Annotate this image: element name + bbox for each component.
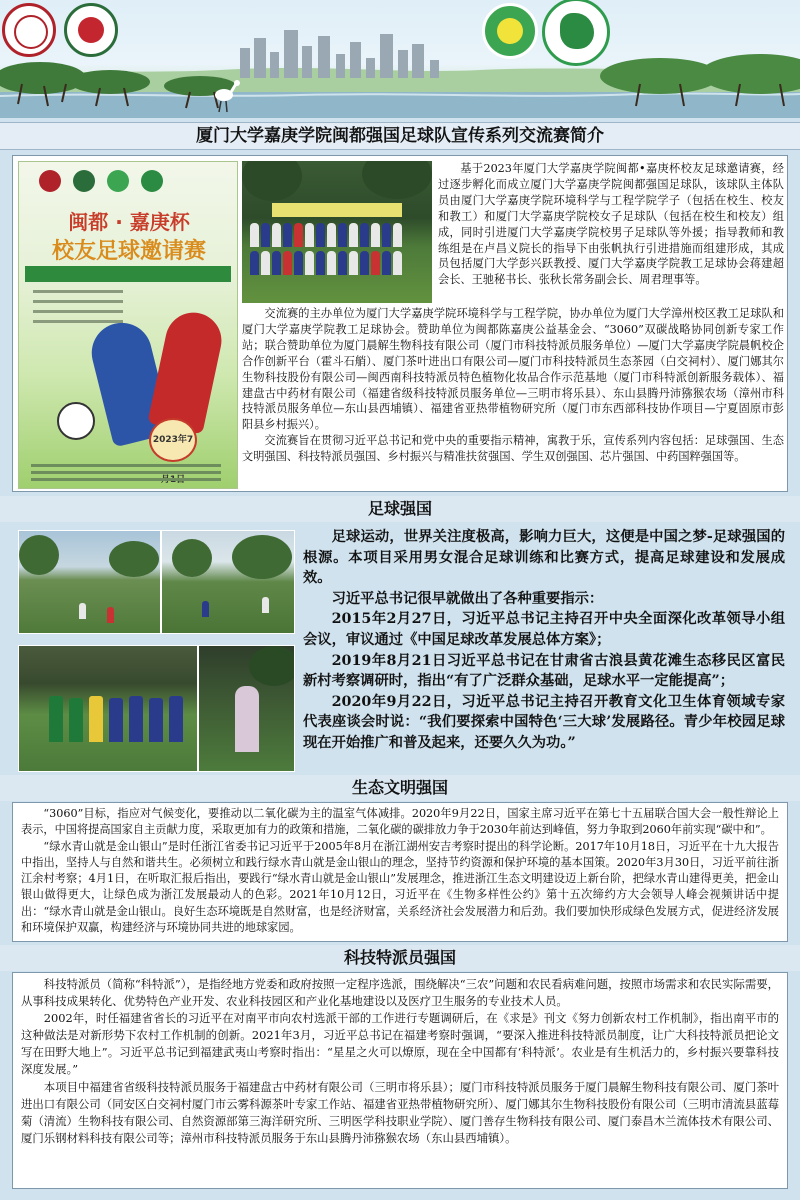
eco-paragraph-1: “3060”目标，指应对气候变化，要推动以二氧化碳为主的温室气体减排。2020年9月22日，国家主席习近平在第七十五届联合国大会一般性辩论上表示，中国将提高国家自主贡献力度，采取更加有力的政策和措施，二氧化碳的碳排放力争于2030年前达到峰值，努力争取到2060年前实现“碳中和”。 bbox=[21, 807, 779, 837]
intro-paragraph-1: 基于2023年厦门大学嘉庚学院闽都•嘉庚杯校友足球邀请赛，经过逐步孵化而成立厦门大学嘉庚学院闽都强国足球队，该球队主体队员由厦门大学嘉庚学院环境科学与工程学院学子（包括在校生、校友和教工）和厦门大学嘉庚学院校女子足球队（包括在校生和校友）组成，同时引进厦门大学嘉庚学院校男子足球队等外援；指导教师和教练组是在卢昌义院长的指导下由张帆执行引进措施而组建形成，其成员包括厦门大学彭兴跃教授、厦门大学嘉庚学院教工足球协会蒋建超会长、王驰秘书长、张秋长常务副会长、周君理事等。 bbox=[438, 162, 784, 287]
soccer-panel bbox=[12, 524, 788, 772]
soccer-photo-3 bbox=[18, 645, 198, 772]
poster-title-line2: 校友足球邀请赛 bbox=[51, 239, 206, 264]
soccer-photo-1 bbox=[18, 530, 161, 634]
tech-paragraph-1: 科技特派员（简称“科特派”），是指经地方党委和政府按照一定程序选派，围绕解决“三农”问题和农民看病难问题，按照市场需求和农民实际需要，从事科技成果转化、优势特色产业开发、农业科技园区和产业化基地建设以及医疗卫生服务的专业技术人员。 bbox=[21, 977, 780, 1009]
page-title: 厦门大学嘉庚学院闽都强国足球队宣传系列交流赛简介 bbox=[0, 122, 800, 150]
tech-text bbox=[21, 976, 779, 1147]
section-heading-eco: 生态文明强国 bbox=[0, 775, 800, 801]
soccer-paragraph-3: 2015年2月27日，习近平总书记主持召开中央全面深化改革领导小组会议，审议通过《中国足球改革发展总体方案》； bbox=[303, 611, 785, 648]
intro-panel bbox=[12, 155, 788, 492]
section-heading-tech: 科技特派员强国 bbox=[0, 945, 800, 971]
intro-body bbox=[242, 306, 784, 465]
soccer-text bbox=[303, 527, 785, 754]
header-banner bbox=[0, 0, 800, 118]
tournament-poster-image bbox=[18, 161, 238, 489]
tech-paragraph-2: 2002年，时任福建省省长的习近平在对南平市向农村选派干部的工作进行专题调研后，在《求是》刊文《努力创新农村工作机制》，指出南平市的这种做法是对新形势下农村工作机制的创新。2021年3月，习近平总书记在福建考察时强调，“要深入推进科技特派员制度，让广大科技特派员把论文写在田野大地上”。习近平总书记到福建武夷山考察时指出：“星星之火可以燎原，现在全中国都有‘科特派’。农业是有生机活力的，乡村振兴要靠科技深度发展。” bbox=[21, 1011, 779, 1077]
soccer-photo-4 bbox=[198, 645, 295, 772]
university-seal-icon bbox=[2, 3, 56, 57]
college-seal-icon bbox=[64, 3, 118, 57]
poster-logos bbox=[39, 170, 219, 194]
soccer-photo-2 bbox=[161, 530, 295, 634]
section-heading-soccer: 足球强国 bbox=[0, 496, 800, 522]
poster-footer-lines bbox=[31, 464, 221, 485]
soccer-paragraph-2: 习近平总书记很早就做出了各种重要指示： bbox=[331, 590, 604, 607]
intro-paragraph-3: 交流赛旨在贯彻习近平总书记和党中央的重要指示精神，寓教于乐，宣传系列内容包括：足球强国、生态文明强国、科技特派员强国、乡村振兴与精准扶贫强国、学生双创强国、芯片强国、中药国粹强国等。 bbox=[242, 434, 784, 464]
soccer-ball-icon bbox=[57, 402, 95, 440]
poster-strip bbox=[25, 266, 231, 282]
poster-date: 2023年7 bbox=[149, 418, 197, 462]
eco-paragraph-2: “绿水青山就是金山银山”是时任浙江省委书记习近平于2005年8月在浙江湖州安吉考察时提出的科学论断。2017年10月18日，习近平在十九大报告中指出，坚持人与自然和谐共生。必须树立和践行绿水青山就是金山银山的理念，坚持节约资源和保护环境的基本国策。2020年3月30日，习近平前往浙江余村考察；4月1日，在听取汇报后指出，要践行“绿水青山就是金山银山”发展理念，推进浙江生态文明建设迈上新台阶，把绿水青山建得更美，把金山银山做得更大，让绿色成为浙江发展最动人的色彩。2021年10月12日，习近平在《生物多样性公约》第十五次缔约方大会领导人峰会视频讲话中提出：“绿水青山就是金山银山。良好生态环境既是自然财富，也是经济财富，关系经济社会发展潜力和后劲。我们要加快形成绿色发展方式，促进经济发展和环境保护双赢，构建经济与环境协同共进的地球家园。 bbox=[21, 839, 779, 935]
intro-paragraph-2: 交流赛的主办单位为厦门大学嘉庚学院环境科学与工程学院，协办单位为厦门大学漳州校区教工足球队和厦门大学嘉庚学院教工足球协会。赞助单位为闽都陈嘉庚公益基金会、“3060”双碳战略协同创新专家工作站；联合赞助单位为厦门晨解生物科技有限公司（厦门市科技特派员服务单位）—厦门大学嘉庚学院晨帆校企合作创新平台（霍斗石艄）、厦门茶叶进出口有限公司—厦门市科技特派员生态茶园（白交祠村）、厦门娜其尔生物科技股份有限公司—闽西南科技特派员特色植物化妆品合作示范基地（厦门市科特派创新服务载体）、福建盘古中药材有限公司（福建省级科技特派员服务单位—三明市将乐县）、东山县腾丹沛猕猴农场（漳州市科技特派员服务单位—东山县西埔镇）、福建省亚热带植物研究所（厦门市东西部科技协作项目—宁夏固原市彭阳县乡村振兴）。 bbox=[242, 307, 784, 432]
landscape-illustration bbox=[0, 0, 800, 118]
eco-text bbox=[21, 806, 779, 936]
soccer-paragraph-4: 2019年8月21日习近平总书记在甘肃省古浪县黄花滩生态移民区富民新村考察调研时，指出“有了广泛群众基础，足球水平一定能提高”； bbox=[303, 652, 785, 690]
soccer-paragraph-5: 2020年9月22日，习近平总书记主持召开教育文化卫生体育领域专家代表座谈会时说：“我们要探索中国特色‘三大球’发展路径。青少年校园足球现在开始推广和普及起来，还要久久为功。” bbox=[303, 693, 785, 751]
ecology-school-icon bbox=[542, 0, 610, 66]
environment-school-icon bbox=[482, 3, 538, 59]
tech-panel bbox=[12, 972, 788, 1189]
team-photo-banner bbox=[272, 203, 402, 217]
poster-title-line1: 闽都 · 嘉庚杯 bbox=[68, 210, 190, 234]
team-photo bbox=[242, 161, 432, 303]
soccer-paragraph-1: 足球运动，世界关注度极高，影响力巨大，这便是中国之梦-足球强国的根源。本项目采用男女混合足球训练和比赛方式，提高足球建设和发展成效。 bbox=[303, 529, 785, 587]
eco-panel bbox=[12, 802, 788, 942]
poster-player-red bbox=[147, 307, 226, 434]
tech-paragraph-3: 本项目中福建省省级科技特派员服务于福建盘古中药材有限公司（三明市将乐县）；厦门市科技特派员服务于厦门晨解生物科技有限公司、厦门茶叶进出口有限公司（同安区白交祠村厦门市云雾科源茶叶专家工作站、福建省亚热带植物研究所）、厦门娜其尔生物科技股份有限公司（三明市清流县蓝莓菊（清流）生物科技有限公司、自然资源部第三海洋研究所、三明医学科技职业学院）、厦门善存生物科技有限公司、厦门泰昌木兰流体技术有限公司、厦门乐钢材料科技有限公司等；漳州市科技特派员服务于东山县腾丹沛猕猴农场（东山县西埔镇）。 bbox=[21, 1079, 779, 1145]
